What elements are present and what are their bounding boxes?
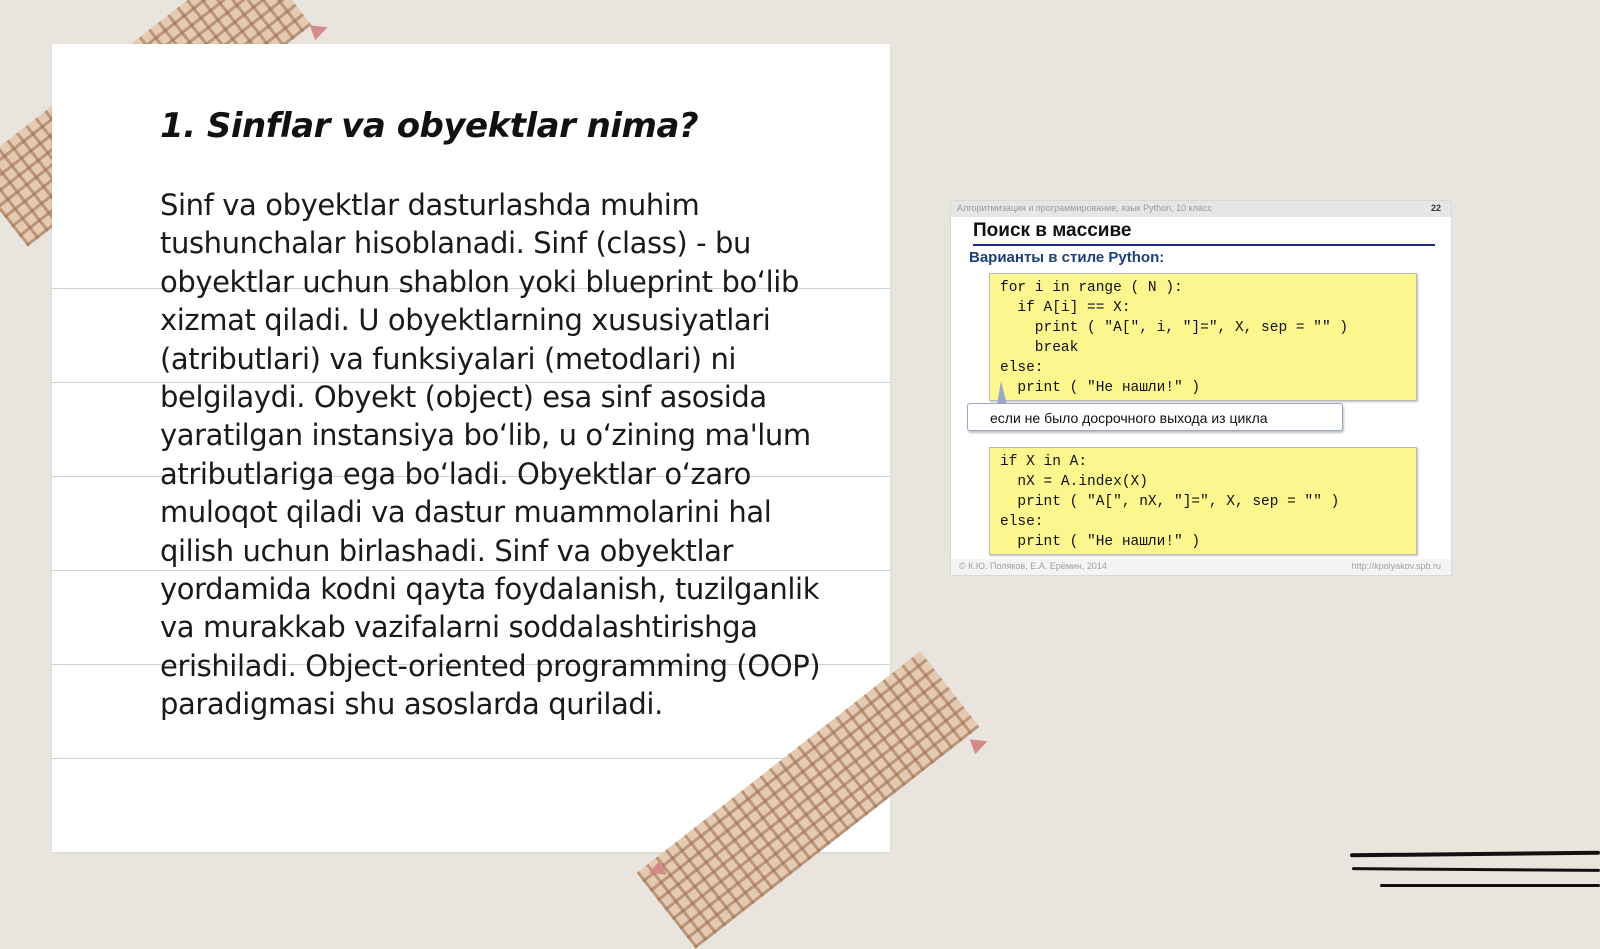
code-line: if A[i] == X: bbox=[1000, 300, 1131, 316]
tape-tab-top bbox=[310, 20, 331, 41]
paper-rule bbox=[52, 758, 890, 759]
slide-title: 1. Sinflar va obyektlar nima? bbox=[160, 106, 699, 146]
code-block-2 bbox=[989, 447, 1417, 555]
decorative-stroke bbox=[1380, 884, 1600, 887]
code-line: print ( "Не нашли!" ) bbox=[1000, 380, 1201, 396]
slide-footer-bar bbox=[951, 559, 1451, 575]
decorative-stroke bbox=[1352, 867, 1600, 872]
slide-content bbox=[951, 217, 1451, 559]
slide-course-label: Алгоритмизация и программирование, язык Python, 10 класс bbox=[957, 203, 1212, 213]
code-line: else: bbox=[1000, 360, 1044, 376]
decorative-stroke bbox=[1350, 851, 1600, 858]
code-line: print ( "A[", nX, "]=", X, sep = "" ) bbox=[1000, 494, 1340, 510]
tape-tab-right bbox=[970, 734, 991, 755]
slide-author: © К.Ю. Поляков, Е.А. Ерёмин, 2014 bbox=[959, 561, 1107, 571]
code-line: for i in range ( N ): bbox=[1000, 280, 1183, 296]
code-line: if X in A: bbox=[1000, 454, 1088, 470]
body-paragraph: Sinf va obyektlar dasturlashda muhim tushunchalar hisoblanadi. Sinf (class) - bu obyektlar uchun shablon yoki blueprint bo‘lib xizmat qiladi. U obyektlarning xususiyatlari (atributlari) va funksiyalari (metodlari) ni belgilaydi. Obyekt (object) esa sinf asosida yaratilgan instansiya bo‘lib, u o‘zining ma'lum atributlariga ega bo‘ladi. Obyektlar o‘zaro muloqot qiladi va dastur muammolarini hal qilish uchun birlashadi. Sinf va obyektlar yordamida kodni qayta foydalanish, tuzilganlik va murakkab vazifalarni soddalashtirishga erishiladi. Object-oriented programming (OOP) paradigmasi shu asoslarda quriladi. bbox=[160, 188, 821, 722]
slide-heading-underline bbox=[973, 244, 1435, 246]
code-block-1 bbox=[989, 273, 1417, 401]
code-line: else: bbox=[1000, 514, 1044, 530]
slide-subheading: Варианты в стиле Python: bbox=[969, 249, 1165, 266]
slide-site: http://kpolyakov.spb.ru bbox=[1351, 561, 1441, 571]
slide-header-bar bbox=[951, 201, 1451, 217]
slide-number: 22 bbox=[1430, 203, 1441, 213]
code-line: print ( "Не нашли!" ) bbox=[1000, 534, 1201, 550]
code-line: break bbox=[1000, 340, 1079, 356]
lined-paper-note bbox=[52, 44, 890, 852]
callout-note: если не было досрочного выхода из цикла bbox=[967, 403, 1343, 431]
embedded-slide-image bbox=[950, 200, 1452, 576]
slide-heading: Поиск в массиве bbox=[973, 220, 1132, 241]
code-line: print ( "A[", i, "]=", X, sep = "" ) bbox=[1000, 320, 1349, 336]
code-line: nX = A.index(X) bbox=[1000, 474, 1148, 490]
callout-pointer bbox=[997, 381, 1007, 405]
